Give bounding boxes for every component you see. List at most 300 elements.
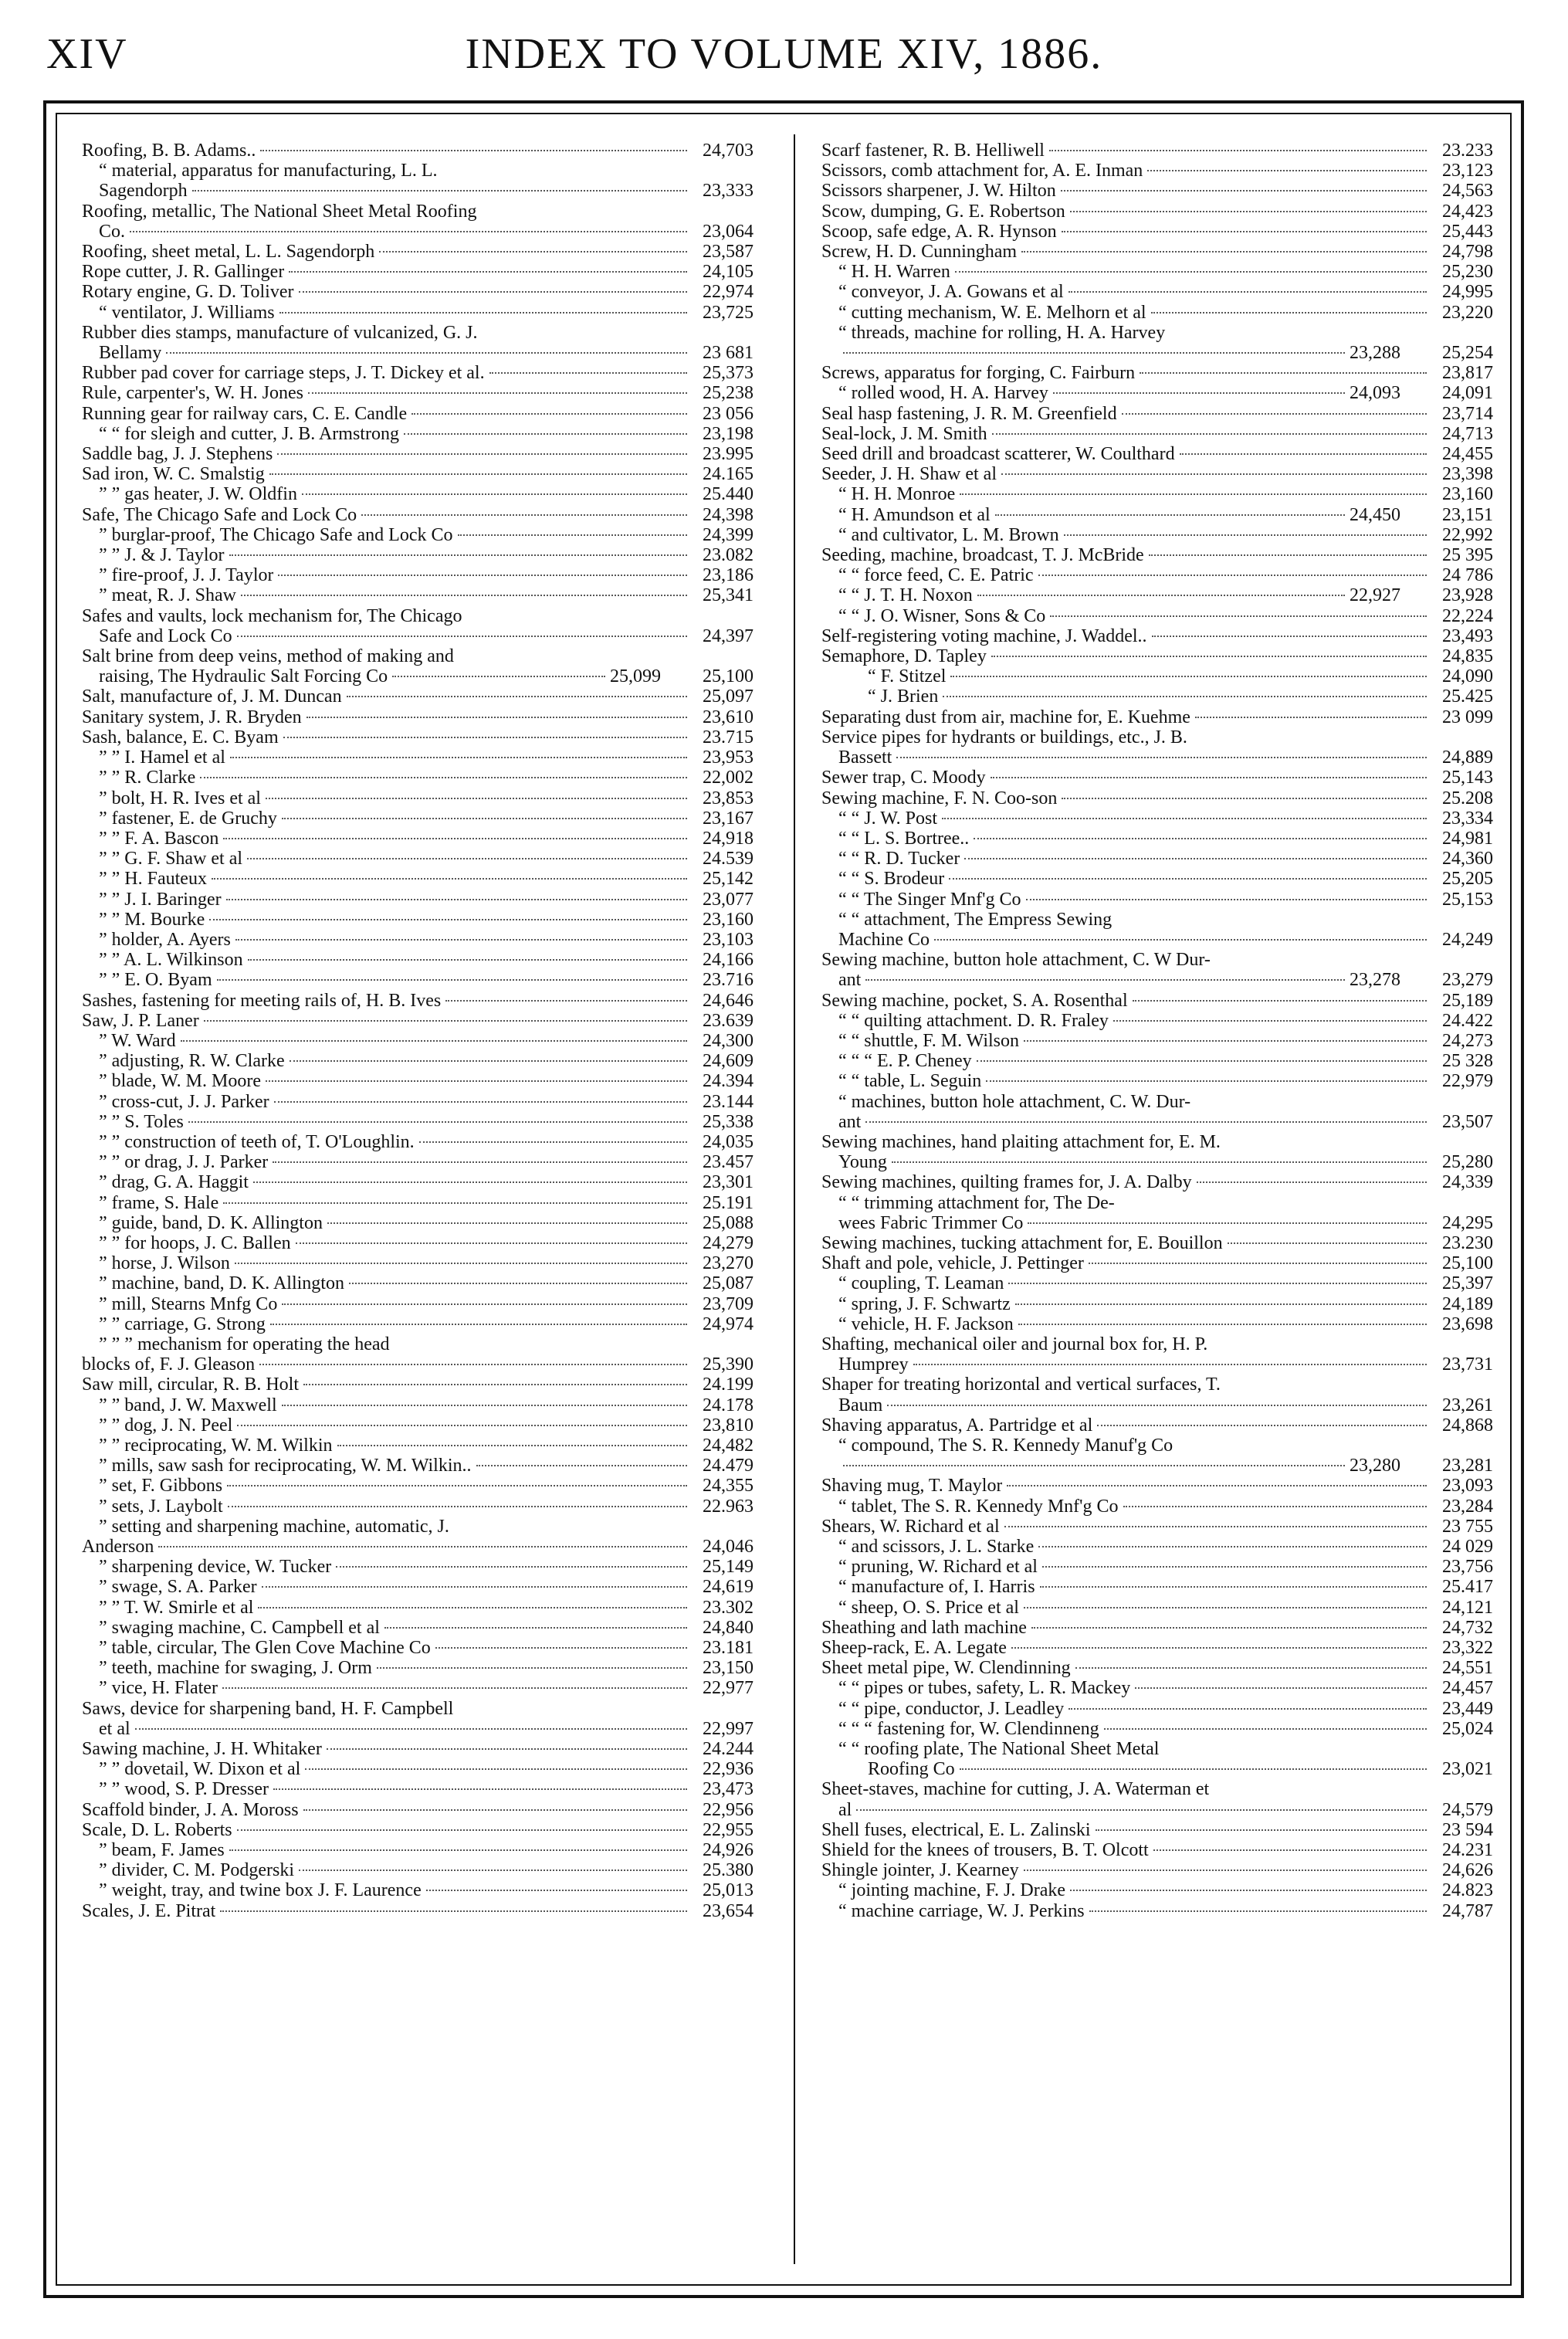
entry-text: ” ” carriage, G. Strong: [99, 1314, 266, 1334]
entry-text: Scarf fastener, R. B. Helliwell: [821, 141, 1045, 161]
entry-number: 23,301: [703, 1172, 754, 1193]
index-entry: [821, 788, 1493, 808]
entry-text: ” mills, saw sash for reciprocating, W. M. Wilkin..: [99, 1456, 472, 1476]
entry-text: Shaper for treating horizontal and vertical surfaces, T.: [821, 1375, 1221, 1395]
entry-number: 22.963: [703, 1496, 754, 1517]
dot-leader: [896, 757, 1427, 758]
entry-text: “ spring, J. F. Schwartz: [838, 1293, 1011, 1314]
entry-number: 23.457: [703, 1152, 754, 1173]
dot-leader: [361, 514, 687, 516]
entry-text: Baum: [838, 1395, 883, 1415]
entry-number: 24,339: [1442, 1172, 1493, 1193]
index-entry: [82, 1658, 754, 1678]
entry-text: Sewing machine, pocket, S. A. Rosenthal: [821, 990, 1128, 1011]
entry-text: “ tablet, The S. R. Kennedy Mnf'g Co: [838, 1496, 1119, 1517]
entry-text: “ F. Stitzel: [868, 666, 947, 687]
index-entry: [821, 747, 1493, 768]
index-entry: [82, 606, 754, 626]
entry-text: Seal hasp fastening, J. R. M. Greenfield: [821, 403, 1117, 424]
index-entry: [82, 1071, 754, 1091]
index-entry: [82, 1598, 754, 1618]
dot-leader: [1089, 1263, 1427, 1264]
dot-leader: [303, 1384, 687, 1385]
dot-leader: [1089, 1910, 1427, 1912]
index-entry: [821, 1395, 1493, 1415]
dot-leader: [1149, 554, 1427, 556]
entry-text: “ machines, button hole attachment, C. W. Dur-: [838, 1091, 1191, 1112]
dot-leader: [192, 190, 687, 192]
entry-number: 22,955: [703, 1819, 754, 1840]
entry-number: 25,254: [1442, 343, 1493, 364]
entry-number: 25.380: [703, 1860, 754, 1881]
dot-leader: [135, 1728, 687, 1730]
entry-number: 23,151: [1442, 504, 1493, 525]
entry-number: 23,334: [1442, 808, 1493, 829]
entry-number: 25,238: [703, 383, 754, 404]
entry-text: ” ” dog, J. N. Peel: [99, 1415, 233, 1436]
dot-leader: [977, 595, 1345, 596]
entry-number: 24,295: [1442, 1212, 1493, 1233]
index-entry: [821, 1476, 1493, 1496]
index-entry: [821, 849, 1493, 869]
entry-text: Machine Co: [838, 929, 930, 950]
dot-leader: [426, 1890, 687, 1891]
dot-leader: [158, 1546, 687, 1547]
entry-number: 24,300: [703, 1030, 754, 1051]
entry-number: 23,220: [1442, 302, 1493, 323]
entry-number: 25.440: [703, 484, 754, 505]
dot-leader: [1064, 534, 1427, 536]
index-entry: [821, 950, 1493, 970]
entry-text: Shaving mug, T. Maylor: [821, 1476, 1003, 1497]
dot-leader: [209, 919, 687, 920]
dot-leader: [1122, 413, 1427, 415]
entry-text: ” blade, W. M. Moore: [99, 1071, 261, 1092]
dot-leader: [262, 1586, 687, 1588]
entry-text: Separating dust from air, machine for, E. Kuehme: [821, 707, 1190, 727]
dot-leader: [865, 1121, 1427, 1123]
entry-number: 22,977: [703, 1678, 754, 1699]
index-entry: [821, 202, 1493, 222]
index-entry: [82, 383, 754, 403]
dot-leader: [1113, 1020, 1427, 1022]
dot-leader: [1153, 1849, 1427, 1851]
entry-text: “ sheep, O. S. Price et al: [838, 1597, 1019, 1618]
index-entry: [821, 1699, 1493, 1719]
dot-leader: [892, 1161, 1427, 1163]
entry-number: 22,002: [703, 768, 754, 788]
entry-number: 24,249: [1442, 929, 1493, 950]
index-entry: [821, 1800, 1493, 1820]
entry-text: Saw, J. P. Laner: [82, 1010, 199, 1031]
index-entry: [821, 1031, 1493, 1051]
dot-leader: [995, 514, 1345, 516]
entry-text: “ “ L. S. Bortree..: [838, 828, 970, 849]
dot-leader: [1026, 899, 1427, 900]
entry-number: 24.199: [703, 1375, 754, 1395]
index-column-right: [821, 141, 1493, 1921]
entry-text: “ pruning, W. Richard et al: [838, 1557, 1038, 1578]
entry-text: Running gear for railway cars, C. E. Candle: [82, 403, 408, 424]
entry-number: 24,457: [1442, 1678, 1493, 1699]
entry-number: 25,397: [1442, 1273, 1493, 1294]
entry-number: 24 786: [1442, 565, 1493, 586]
entry-text: Safes and vaults, lock mechanism for, The Chicago: [82, 605, 462, 626]
dot-leader: [1133, 1000, 1427, 1002]
entry-text: Self-registering voting machine, J. Waddel..: [821, 625, 1147, 646]
entry-number: 24,455: [1442, 444, 1493, 465]
index-entry: [821, 1415, 1493, 1436]
index-entry: [821, 1840, 1493, 1860]
index-entry: [82, 1334, 754, 1354]
dot-leader: [226, 899, 687, 900]
entry-number: 24,646: [703, 990, 754, 1011]
index-entry: [821, 383, 1493, 403]
dot-leader: [1040, 1586, 1427, 1588]
entry-text: ” guide, band, D. K. Allington: [99, 1212, 323, 1233]
entry-text: Sad iron, W. C. Smalstig: [82, 464, 265, 485]
dot-leader: [445, 1000, 687, 1002]
entry-text: “ ventilator, J. Williams: [99, 302, 275, 323]
entry-text: “ coupling, T. Leaman: [838, 1273, 1004, 1294]
index-entry: [82, 1476, 754, 1496]
entry-text: ” fire-proof, J. J. Taylor: [99, 565, 274, 586]
entry-text: “ H. Amundson et al: [838, 504, 991, 525]
dot-leader: [336, 1566, 687, 1568]
index-entry: [821, 1456, 1493, 1476]
entry-number: 23,103: [703, 929, 754, 950]
entry-text: Scow, dumping, G. E. Robertson: [821, 201, 1065, 222]
index-entry: [821, 1779, 1493, 1799]
index-column-left: [82, 141, 754, 1921]
entry-number: 22,224: [1442, 605, 1493, 626]
index-entry: [821, 1071, 1493, 1091]
index-entry: [82, 768, 754, 788]
entry-number: 23,333: [703, 181, 754, 202]
entry-text: et al: [99, 1718, 130, 1739]
entry-number: 25,341: [703, 585, 754, 606]
entry-text: Bellamy: [99, 343, 162, 364]
index-entry: [821, 930, 1493, 950]
entry-number: 24,995: [1442, 282, 1493, 303]
entry-number-secondary: 22,927: [1350, 585, 1400, 606]
index-entry: [82, 991, 754, 1011]
dot-leader: [217, 979, 687, 981]
index-entry: [82, 890, 754, 910]
entry-number: 23.716: [703, 970, 754, 991]
entry-number: 24.823: [1442, 1880, 1493, 1901]
entry-text: “ “ J. O. Wisner, Sons & Co: [838, 605, 1046, 626]
entry-number: 24,713: [1442, 423, 1493, 444]
entry-text: ” mill, Stearns Mnfg Co: [99, 1293, 278, 1314]
entry-text: “ “ trimming attachment for, The De-: [838, 1192, 1115, 1213]
index-entry: [82, 1517, 754, 1537]
entry-number: 24 029: [1442, 1537, 1493, 1558]
entry-number: 25,280: [1442, 1152, 1493, 1173]
dot-leader: [247, 858, 687, 859]
entry-number: 23,493: [1442, 625, 1493, 646]
entry-number: 25.208: [1442, 788, 1493, 808]
index-entry: [82, 1172, 754, 1192]
entry-text: Roofing Co: [868, 1759, 955, 1780]
entry-text: “ “ “ fastening for, W. Clendinneng: [838, 1718, 1099, 1739]
index-entry: [82, 910, 754, 930]
entry-text: ” ” A. L. Wilkinson: [99, 950, 243, 971]
index-entry: [82, 1193, 754, 1213]
entry-text: “ “ The Singer Mnf'g Co: [838, 889, 1021, 910]
index-entry: [82, 282, 754, 302]
dot-leader: [273, 1161, 687, 1163]
entry-number: 23,709: [703, 1293, 754, 1314]
entry-number: 23,279: [1442, 970, 1493, 991]
index-entry: [821, 991, 1493, 1011]
dot-leader: [419, 1141, 687, 1143]
entry-number: 23,064: [703, 221, 754, 242]
entry-text: ” frame, S. Hale: [99, 1192, 219, 1213]
index-entry: [821, 1273, 1493, 1293]
entry-text: Sashes, fastening for meeting rails of, H. B. Ives: [82, 990, 442, 1011]
entry-number: 25,338: [703, 1111, 754, 1132]
index-entry: [821, 646, 1493, 666]
entry-text: ” ” J. I. Baringer: [99, 889, 222, 910]
entry-number: 23,270: [703, 1253, 754, 1274]
entry-text: ” ” wood, S. P. Dresser: [99, 1779, 269, 1800]
index-entry: [82, 626, 754, 646]
entry-text: ” vice, H. Flater: [99, 1678, 218, 1699]
entry-number: 24,189: [1442, 1293, 1493, 1314]
dot-leader: [282, 1405, 687, 1406]
entry-text: “ compound, The S. R. Kennedy Manuf'g Co: [838, 1436, 1173, 1456]
index-entry: [82, 1618, 754, 1638]
entry-text: ” ” E. O. Byam: [99, 970, 212, 991]
entry-number: 22,997: [703, 1718, 754, 1739]
index-entry: [82, 1820, 754, 1840]
entry-number-secondary: 23,278: [1350, 970, 1400, 991]
index-entry: [82, 222, 754, 242]
entry-text: Screws, apparatus for forging, C. Fairburn: [821, 363, 1136, 384]
entry-text: ” table, circular, The Glen Cove Machine Co: [99, 1638, 431, 1659]
entry-text: “ J. Brien: [868, 686, 939, 707]
dot-leader: [1068, 291, 1427, 293]
index-entry: [821, 1193, 1493, 1213]
entry-text: ” holder, A. Ayers: [99, 929, 231, 950]
entry-number: 23,449: [1442, 1698, 1493, 1719]
entry-text: ” sharpening device, W. Tucker: [99, 1557, 332, 1578]
dot-leader: [991, 777, 1427, 778]
index-entry: [821, 242, 1493, 262]
dot-leader: [204, 1020, 687, 1022]
entry-number: 25,390: [703, 1354, 754, 1375]
index-entry: [821, 303, 1493, 323]
dot-leader: [1015, 1303, 1427, 1305]
entry-text: Sewer trap, C. Moody: [821, 768, 986, 788]
entry-number: 25,153: [1442, 889, 1493, 910]
entry-text: “ “ R. D. Tucker: [838, 849, 960, 869]
dot-leader: [1007, 1485, 1427, 1486]
dot-leader: [130, 231, 687, 232]
index-entry: [821, 1436, 1493, 1456]
entry-number: 24,273: [1442, 1030, 1493, 1051]
entry-number: 23,281: [1442, 1456, 1493, 1476]
dot-leader: [230, 757, 687, 758]
entry-text: Safe, The Chicago Safe and Lock Co: [82, 504, 357, 525]
entry-number: 24,035: [703, 1131, 754, 1152]
entry-number: 24,840: [703, 1617, 754, 1638]
index-entry: [82, 1375, 754, 1395]
index-entry: [821, 1213, 1493, 1233]
entry-text: Sewing machines, tucking attachment for, E. Bouillon: [821, 1232, 1223, 1253]
dot-leader: [404, 433, 687, 435]
entry-text: Scissors, comb attachment for, A. E. Inman: [821, 161, 1143, 181]
dot-leader: [1031, 1627, 1427, 1629]
entry-text: Sheet metal pipe, W. Clendinning: [821, 1658, 1071, 1679]
index-entry: [821, 1354, 1493, 1375]
index-entry: [82, 930, 754, 950]
entry-text: “ “ quilting attachment. D. R. Fraley: [838, 1010, 1109, 1031]
entry-number: 24,626: [1442, 1860, 1493, 1881]
index-entry: [821, 1537, 1493, 1557]
entry-number: 23.302: [703, 1597, 754, 1618]
index-entry: [821, 565, 1493, 585]
dot-leader: [476, 1465, 687, 1466]
index-entry: [821, 1658, 1493, 1678]
dot-leader: [327, 1748, 687, 1750]
index-entry: [821, 910, 1493, 930]
entry-text: Sewing machine, F. N. Coo-son: [821, 788, 1058, 808]
dot-leader: [277, 453, 687, 455]
entry-number: 24,360: [1442, 849, 1493, 869]
dot-leader: [347, 696, 687, 697]
entry-number: 23 755: [1442, 1516, 1493, 1537]
entry-text: “ “ attachment, The Empress Sewing: [838, 909, 1113, 930]
entry-number: 24,398: [703, 504, 754, 525]
entry-number: 25,443: [1442, 221, 1493, 242]
entry-text: ” swage, S. A. Parker: [99, 1577, 257, 1598]
entry-number: 24.422: [1442, 1010, 1493, 1031]
entry-text: Shell fuses, electrical, E. L. Zalinski: [821, 1819, 1091, 1840]
index-entry: [821, 1860, 1493, 1880]
entry-text: ” ” R. Clarke: [99, 768, 196, 788]
index-entry: [821, 525, 1493, 545]
entry-text: ” ” I. Hamel et al: [99, 747, 225, 768]
entry-number-secondary: 25,099: [610, 666, 661, 687]
entry-number: 22,936: [703, 1759, 754, 1780]
dot-leader: [1070, 1890, 1427, 1891]
dot-leader: [950, 676, 1427, 677]
entry-number: 24,279: [703, 1232, 754, 1253]
entry-text: ” ” H. Fauteux: [99, 869, 207, 890]
index-entry: [821, 1112, 1493, 1132]
dot-leader: [289, 271, 687, 273]
index-entry: [82, 1011, 754, 1031]
entry-number: 24,868: [1442, 1415, 1493, 1436]
index-entry: [82, 1092, 754, 1112]
index-entry: [82, 202, 754, 222]
entry-text: ” ” T. W. Smirle et al: [99, 1597, 254, 1618]
dot-leader: [1028, 1222, 1427, 1224]
dot-leader: [377, 1667, 687, 1669]
entry-number: 24.479: [703, 1456, 754, 1476]
index-entry: [82, 343, 754, 363]
entry-text: Roofing, metallic, The National Sheet Metal Roofing: [82, 201, 477, 222]
entry-number: 25 395: [1442, 545, 1493, 566]
entry-text: ” teeth, machine for swaging, J. Orm: [99, 1658, 372, 1679]
entry-number: 25,230: [1442, 262, 1493, 283]
index-entry: [82, 970, 754, 990]
entry-text: ” ” or drag, J. J. Parker: [99, 1152, 269, 1173]
index-entry: [82, 1456, 754, 1476]
entry-number: 24,121: [1442, 1597, 1493, 1618]
entry-number: 23.995: [703, 444, 754, 465]
index-entry: [821, 585, 1493, 605]
entry-text: “ and scissors, J. L. Starke: [838, 1537, 1035, 1558]
index-entry: [821, 1678, 1493, 1698]
entry-text: Scales, J. E. Pitrat: [82, 1900, 216, 1921]
index-entry: [82, 1415, 754, 1436]
page-title: INDEX TO VOLUME XIV, 1886.: [465, 30, 1103, 78]
entry-number: 25,142: [703, 869, 754, 890]
index-entry: [82, 747, 754, 768]
dot-leader: [1038, 1546, 1427, 1547]
index-entry: [821, 1233, 1493, 1253]
entry-text: “ “ “ E. P. Cheney: [838, 1051, 972, 1072]
entry-text: wees Fabric Trimmer Co: [838, 1212, 1024, 1233]
entry-number: 24.178: [703, 1395, 754, 1415]
index-entry: [82, 1395, 754, 1415]
entry-number: 25,189: [1442, 990, 1493, 1011]
entry-number: 25,373: [703, 363, 754, 384]
entry-text: Sheathing and lath machine: [821, 1617, 1027, 1638]
dot-leader: [237, 1425, 687, 1426]
index-entry: [821, 727, 1493, 747]
dot-leader: [887, 1405, 1427, 1406]
entry-text: ” ” G. F. Shaw et al: [99, 849, 243, 869]
entry-number: 23,725: [703, 302, 754, 323]
dot-leader: [992, 433, 1427, 435]
entry-text: “ “ force feed, C. E. Patric: [838, 565, 1034, 586]
index-entry: [821, 222, 1493, 242]
index-entry: [821, 1739, 1493, 1759]
entry-text: “ material, apparatus for manufacturing, L. L.: [99, 161, 438, 181]
dot-leader: [977, 1060, 1427, 1062]
index-entry: [82, 1233, 754, 1253]
dot-leader: [1075, 1667, 1427, 1669]
dot-leader: [212, 878, 687, 880]
column-divider: [794, 134, 795, 2264]
index-entry: [821, 1719, 1493, 1739]
entry-number: 23,507: [1442, 1111, 1493, 1132]
dot-leader: [258, 1607, 687, 1608]
entry-number: 24,399: [703, 524, 754, 545]
entry-number: 24,579: [1442, 1799, 1493, 1820]
index-entry: [821, 1577, 1493, 1597]
entry-text: Rubber dies stamps, manufacture of vulcanized, G. J.: [82, 322, 478, 343]
entry-number: 23.715: [703, 727, 754, 747]
index-entry: [82, 1577, 754, 1597]
dot-leader: [1024, 1040, 1427, 1042]
index-entry: [821, 1557, 1493, 1577]
index-entry: [821, 161, 1493, 181]
dot-leader: [296, 1242, 687, 1244]
dot-leader: [1180, 453, 1427, 455]
dot-leader: [337, 1445, 687, 1446]
dot-leader: [282, 1303, 687, 1305]
index-entry: [82, 424, 754, 444]
index-entry: [821, 970, 1493, 990]
index-entry: [821, 323, 1493, 343]
dot-leader: [273, 1788, 687, 1790]
entry-text: “ H. H. Warren: [838, 262, 950, 283]
